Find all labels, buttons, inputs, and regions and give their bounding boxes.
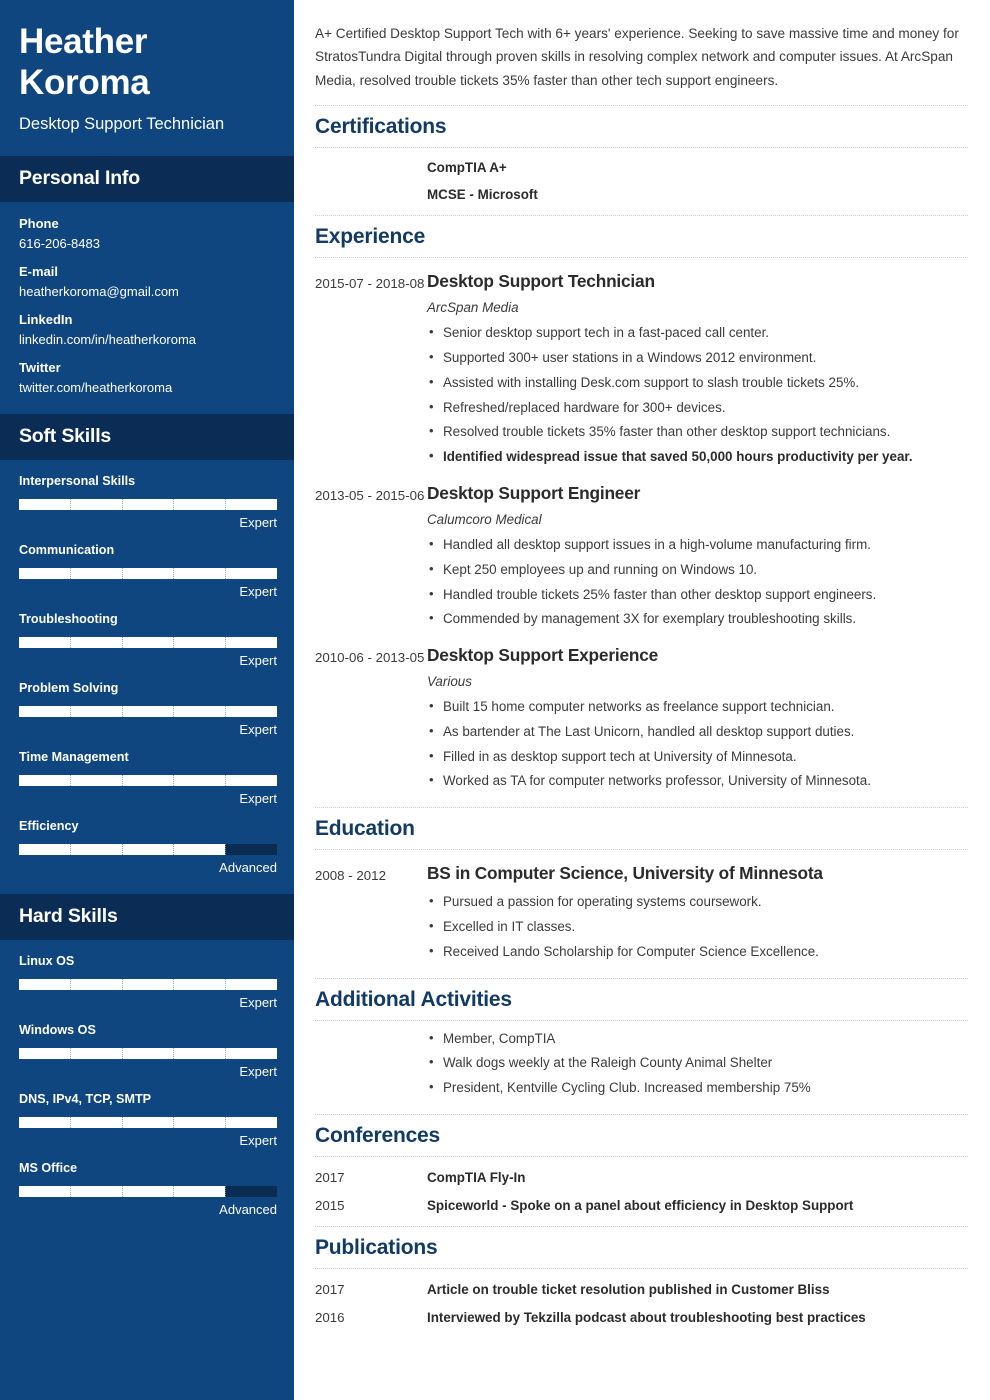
skill-bar [19,1117,277,1128]
skill-level: Expert [239,1132,277,1148]
bullet-list [427,321,968,470]
bullet-item: • Handled all desktop support issues in a high-volume manufacturing firm. [427,533,968,558]
activity-item: • Walk dogs weekly at the Raleigh County Animal Shelter [427,1051,968,1076]
skill-bar [19,637,277,648]
bullet-item: • As bartender at The Last Unicorn, handled all desktop support duties. [427,720,968,745]
skill-level: Expert [239,721,277,737]
publications-description: Interviewed by Tekzilla podcast about troubleshooting best practices [427,1310,866,1326]
certification-name: MCSE - Microsoft [427,187,538,203]
skill-bar-ticks [19,844,277,855]
divider [315,215,968,216]
education-content [427,863,968,964]
experience-title: Desktop Support Experience [427,645,659,666]
experience-company: Various [427,674,472,690]
skill-bar-ticks [19,637,277,648]
conferences-heading: Conferences [315,1124,441,1148]
contact-label: E-mail [19,263,59,279]
additional-activities-list [315,1027,968,1101]
skill-name: MS Office [19,1160,78,1175]
divider [315,147,968,148]
experience-heading: Experience [315,225,426,249]
contact-item [19,216,278,251]
bullet-item: • Filled in as desktop support tech at University of Minnesota. [427,745,968,770]
section-header-personal-info [0,156,297,202]
name-block [0,0,297,156]
bullet-list [427,890,968,964]
bullet-list [427,533,968,632]
skill-bar-ticks [19,1117,277,1128]
skill-bar [19,499,277,510]
skill-name: Communication [19,542,115,557]
contact-item [19,264,278,299]
experience-list [315,271,968,794]
skill-item [19,681,278,737]
publications-list [315,1282,968,1325]
skill-item [19,543,278,599]
skill-bar-ticks [19,568,277,579]
bullet-item: • Refreshed/replaced hardware for 300+ devices. [427,396,968,421]
skill-level: Expert [239,514,277,530]
contact-value[interactable]: linkedin.com/in/heatherkoroma [19,331,197,347]
certification-item [315,187,968,202]
skill-item [19,612,278,668]
skill-bar [19,706,277,717]
skill-name: Efficiency [19,818,79,833]
hard-skills-list [0,940,297,1236]
contact-label: LinkedIn [19,311,73,327]
skill-name: Linux OS [19,953,75,968]
bullet-item: • Pursued a passion for operating systems coursework. [427,890,968,915]
skill-name: Troubleshooting [19,611,118,626]
divider [315,1114,968,1115]
conferences-list [315,1170,968,1213]
certifications-list [315,160,968,202]
bullet-item: • Excelled in IT classes. [427,915,968,940]
skill-name: Problem Solving [19,680,119,695]
skill-bar [19,775,277,786]
skill-bar [19,568,277,579]
bullet-item: • Supported 300+ user stations in a Windows 2012 environment. [427,346,968,371]
education-date: 2008 - 2012 [315,868,386,884]
contact-item [19,312,278,347]
personal-info-list [0,202,297,414]
skill-item [19,1023,278,1079]
skill-bar-ticks [19,499,277,510]
experience-company: ArcSpan Media [427,300,519,316]
spacer [315,187,427,202]
conferences-year: 2017 [315,1170,345,1186]
contact-item [19,360,278,395]
main-content [297,0,990,1400]
certifications-heading: Certifications [315,115,447,139]
skill-level: Expert [239,1063,277,1079]
experience-content [427,483,968,632]
skill-bar-ticks [19,775,277,786]
experience-item [315,645,968,794]
skill-level: Expert [239,652,277,668]
bullet-item: • Kept 250 employees up and running on Windows 10. [427,558,968,583]
skill-level: Expert [239,790,277,806]
summary-text: A+ Certified Desktop Support Tech with 6+ years' experience. Seeking to save massive time and money for StratosTundra Digital through proven skills in resolving complex network and computer issues. At ArcSpan Media, resolved trouble tickets 35% faster than other tech support engineers. [315,26,959,88]
spacer [315,160,427,175]
certification-item [315,160,968,175]
skill-level: Advanced [219,859,277,875]
personal-info-heading: Personal Info [19,166,140,189]
contact-value[interactable]: 616-206-8483 [19,235,100,251]
publications-item [315,1310,968,1325]
job-title: Desktop Support Technician [19,114,225,133]
soft-skills-heading: Soft Skills [19,424,112,447]
experience-date: 2015-07 - 2018-08 [315,276,425,292]
skill-item [19,819,278,875]
skill-bar [19,979,277,990]
divider [315,257,968,258]
activity-item: • President, Kentville Cycling Club. Increased membership 75% [427,1076,968,1101]
divider [315,1226,968,1227]
bullet-item: • Resolved trouble tickets 35% faster than other desktop support technicians. [427,420,968,445]
sidebar [0,0,297,1400]
education-item [315,863,968,964]
bullet-list [427,695,968,794]
section-header-hard-skills [0,894,297,940]
skill-level: Expert [239,583,277,599]
experience-date: 2013-05 - 2015-06 [315,487,425,503]
contact-label: Twitter [19,359,61,375]
publications-year: 2017 [315,1282,345,1298]
publications-description: Article on trouble ticket resolution published in Customer Bliss [427,1282,830,1298]
bullet-item: • Handled trouble tickets 25% faster than other desktop support engineers. [427,583,968,608]
conferences-description: Spiceworld - Spoke on a panel about efficiency in Desktop Support [427,1198,854,1214]
skill-bar-ticks [19,1186,277,1197]
page-title: Heather Koroma [19,22,150,102]
skill-item [19,1092,278,1148]
conferences-item [315,1170,968,1185]
activity-item: • Member, CompTIA [427,1027,968,1052]
experience-content [427,645,968,794]
publications-heading: Publications [315,1236,438,1260]
bullet-item: • Assisted with installing Desk.com support to slash trouble tickets 25%. [427,371,968,396]
bullet-item: • Commended by management 3X for exemplary troubleshooting skills. [427,607,968,632]
skill-bar [19,1186,277,1197]
divider [315,849,968,850]
divider [315,1020,968,1021]
divider [315,807,968,808]
bullet-item: • Senior desktop support tech in a fast-paced call center. [427,321,968,346]
experience-content [427,271,968,470]
skill-item [19,1161,278,1217]
certification-name: CompTIA A+ [427,160,507,176]
skill-name: Interpersonal Skills [19,473,136,488]
skill-level: Expert [239,994,277,1010]
conferences-year: 2015 [315,1198,345,1214]
skill-name: Time Management [19,749,129,764]
experience-company: Calumcoro Medical [427,511,542,527]
education-title: BS in Computer Science, University of Minnesota [427,863,823,884]
skill-name: DNS, IPv4, TCP, SMTP [19,1091,152,1106]
bullet-item: • Built 15 home computer networks as freelance support technician. [427,695,968,720]
soft-skills-list [0,460,297,894]
divider [315,105,968,106]
divider [315,1268,968,1269]
skill-item [19,474,278,530]
skill-bar [19,1048,277,1059]
experience-item [315,271,968,470]
hard-skills-heading: Hard Skills [19,904,118,927]
experience-item [315,483,968,632]
bullet-item: • Identified widespread issue that saved 50,000 hours productivity per year. [427,445,968,470]
divider [315,978,968,979]
contact-label: Phone [19,215,59,231]
skill-bar-ticks [19,1048,277,1059]
skill-level: Advanced [219,1201,277,1217]
publications-year: 2016 [315,1310,345,1326]
experience-title: Desktop Support Engineer [427,482,641,503]
contact-value[interactable]: twitter.com/heatherkoroma [19,379,173,395]
additional-activities-heading: Additional Activities [315,987,512,1011]
experience-title: Desktop Support Technician [427,271,655,292]
bullet-item: • Worked as TA for computer networks professor, University of Minnesota. [427,769,968,794]
publications-item [315,1282,968,1297]
conferences-description: CompTIA Fly-In [427,1170,526,1186]
skill-bar-ticks [19,706,277,717]
skill-bar [19,844,277,855]
education-list [315,863,968,964]
skill-bar-ticks [19,979,277,990]
conferences-item [315,1198,968,1213]
education-heading: Education [315,817,415,841]
contact-value[interactable]: heatherkoroma@gmail.com [19,283,179,299]
skill-name: Windows OS [19,1022,96,1037]
section-header-soft-skills [0,414,297,460]
skill-item [19,750,278,806]
skill-item [19,954,278,1010]
bullet-item: • Received Lando Scholarship for Computer Science Excellence. [427,940,968,965]
experience-date: 2010-06 - 2013-05 [315,650,425,666]
divider [315,1156,968,1157]
